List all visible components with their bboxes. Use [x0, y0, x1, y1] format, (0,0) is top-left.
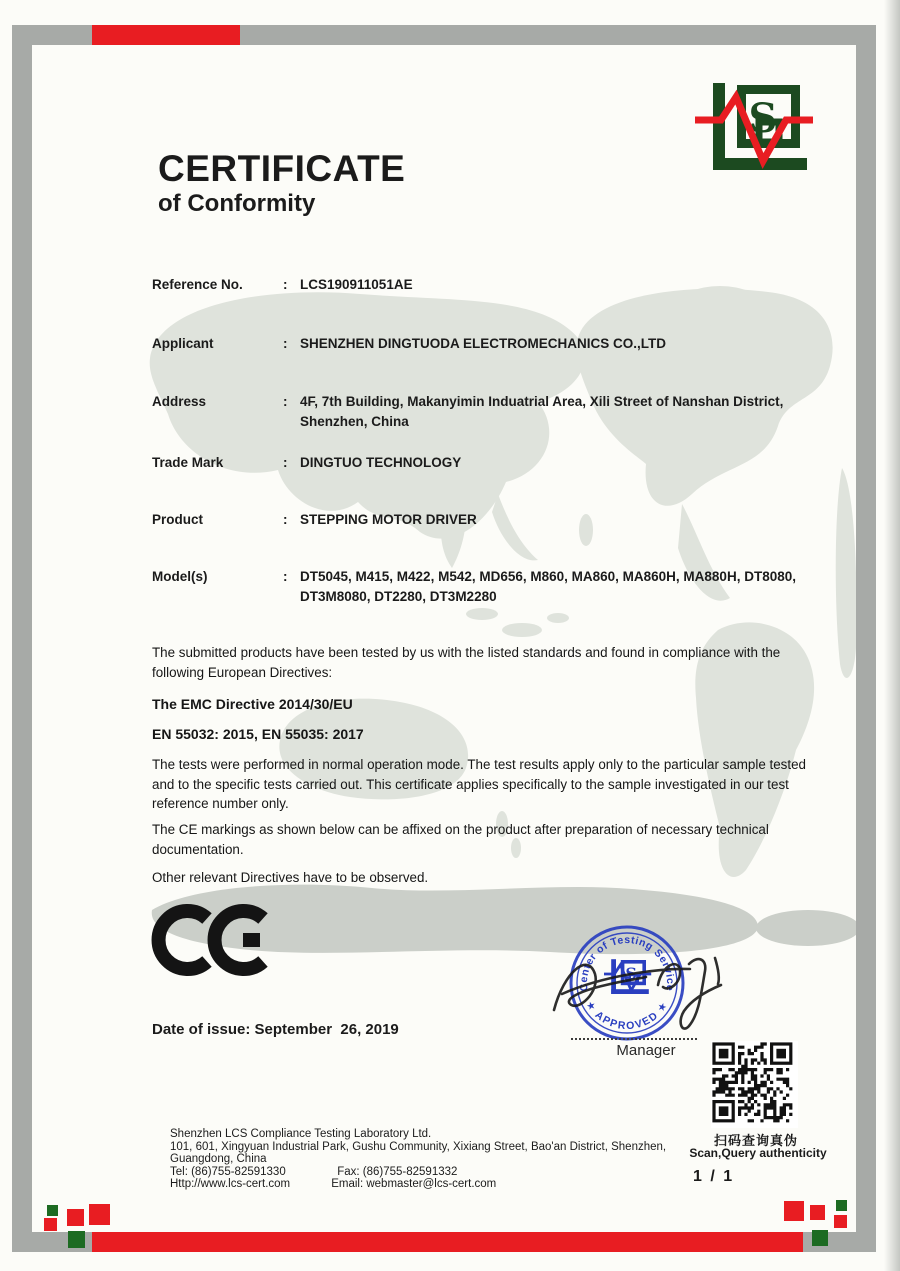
page-edge-shadow — [884, 0, 900, 1271]
qr-caption-chinese: 扫码查询真伪 — [713, 1133, 798, 1148]
qr-caption-english: Scan,Query authenticity — [689, 1146, 827, 1160]
decor-square — [812, 1230, 828, 1246]
lcs-logo-icon — [695, 80, 815, 175]
decor-square — [810, 1205, 825, 1220]
decor-square — [47, 1205, 58, 1216]
field-models — [152, 567, 804, 607]
decor-square — [67, 1209, 84, 1226]
directive-line: The EMC Directive 2014/30/EU — [152, 696, 353, 712]
certificate-subtitle: of Conformity — [158, 189, 316, 217]
field-colon: : — [283, 277, 288, 292]
title-block — [158, 150, 405, 218]
certificate-title: CERTIFICATE — [158, 148, 406, 189]
field-colon: : — [283, 336, 288, 351]
field-label: Model(s) — [152, 569, 208, 584]
intro-paragraph: The submitted products have been tested by us with the listed standards and found in compliance with the following European Directives: — [152, 645, 781, 680]
field-value: DT5045, M415, M422, M542, MD656, M860, MA860, MA860H, MA880H, DT8080, DT3M8080, DT2280, DT3M2280 — [300, 569, 796, 604]
field-trade-mark — [152, 453, 804, 473]
tests-paragraph: The tests were performed in normal operation mode. The test results apply only to the particular sample tested and to the specific tests carried out. This certificate applies specifically to the sample investigated in our test reference number only. — [152, 757, 806, 811]
field-label: Address — [152, 394, 207, 409]
lab-web-email-row — [170, 1178, 730, 1191]
decor-square — [68, 1231, 85, 1248]
decor-square — [44, 1218, 57, 1231]
decor-square — [784, 1201, 804, 1221]
field-label: Product — [152, 512, 204, 527]
logo-letter: S — [748, 95, 778, 142]
field-applicant — [152, 334, 804, 354]
field-value: STEPPING MOTOR DRIVER — [300, 512, 477, 527]
date-of-issue: Date of issue: September 26, 2019 — [152, 1021, 399, 1038]
standards-line: EN 55032: 2015, EN 55035: 2017 — [152, 726, 364, 742]
field-value: DINGTUO TECHNOLOGY — [300, 455, 462, 470]
decor-square — [834, 1215, 847, 1228]
stamp-bottom-text: ★ APPROVED ★ — [583, 998, 671, 1033]
field-label: Reference No. — [152, 277, 243, 292]
border-red-segment-top — [92, 25, 240, 45]
field-colon: : — [283, 394, 288, 409]
lab-name: Shenzhen LCS Compliance Testing Laboratory Ltd. — [170, 1128, 432, 1140]
ce-mark-icon — [150, 897, 278, 985]
stamp-top-text: Center of Testing Service — [577, 934, 677, 992]
border-red-segment-bottom — [92, 1232, 803, 1252]
decor-square — [89, 1204, 110, 1225]
field-reference-no — [152, 275, 804, 295]
lab-email: Email: webmaster@lcs-cert.com — [331, 1178, 497, 1191]
lab-website: Http://www.lcs-cert.com — [170, 1178, 291, 1191]
lab-fax: Fax: (86)755-82591332 — [337, 1165, 458, 1178]
signer-role: Manager — [616, 1042, 676, 1059]
field-colon: : — [283, 569, 288, 584]
field-value: LCS190911051AE — [300, 277, 413, 292]
field-value: SHENZHEN DINGTUODA ELECTROMECHANICS CO.,LTD — [300, 336, 666, 351]
lab-tel-fax-row — [170, 1166, 730, 1179]
svg-text:★ APPROVED ★ — [583, 999, 671, 1032]
field-product — [152, 510, 804, 530]
lab-tel: Tel: (86)755-82591330 — [170, 1165, 286, 1178]
signature-dotted-line — [571, 1030, 697, 1040]
field-label: Applicant — [152, 336, 214, 351]
lab-address-line2: Guangdong, China — [170, 1153, 267, 1166]
page-number: 1 / 1 — [693, 1168, 735, 1185]
field-address — [152, 392, 804, 432]
field-label: Trade Mark — [152, 455, 224, 470]
qr-code — [711, 1041, 798, 1128]
other-directives-paragraph: Other relevant Directives have to be observed. — [152, 870, 429, 885]
field-colon: : — [283, 455, 288, 470]
footer-block — [170, 1128, 730, 1191]
field-colon: : — [283, 512, 288, 527]
lab-address-line1: 101, 601, Xingyuan Industrial Park, Gushu Community, Xixiang Street, Bao'an District, Shenzhen, — [170, 1140, 667, 1153]
field-value: 4F, 7th Building, Makanyimin Induatrial Area, Xili Street of Nanshan District, Shenzhen, China — [300, 394, 784, 429]
svg-text:S: S — [625, 963, 637, 983]
ce-paragraph: The CE markings as shown below can be affixed on the product after preparation of necessary technical documentation. — [152, 822, 769, 857]
decor-square — [836, 1200, 847, 1211]
